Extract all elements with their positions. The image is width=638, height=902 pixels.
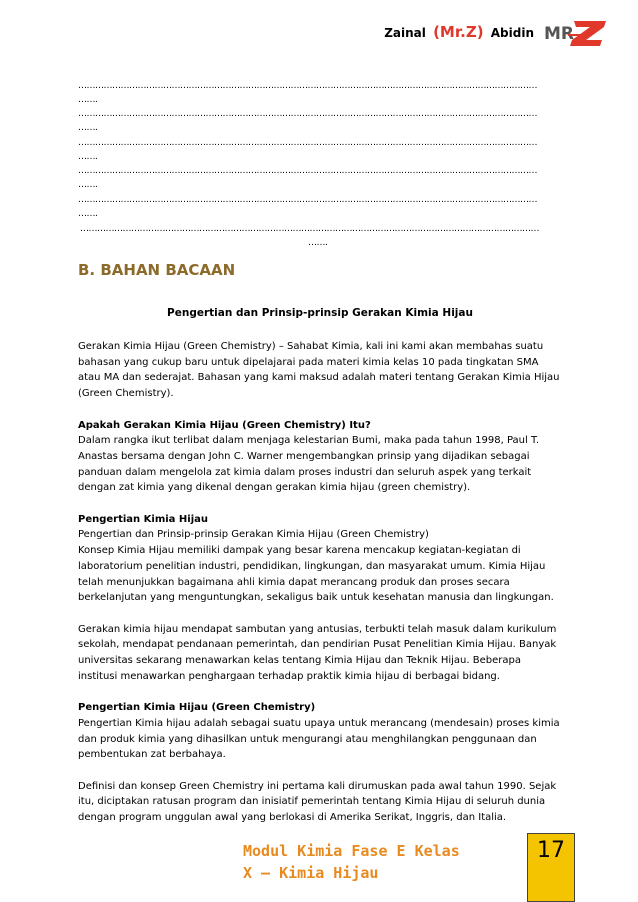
answer-line: ……………………………………………………………………………………………………………………………………………… [78,138,537,148]
paragraph: Dalam rangka ikut terlibat dalam menjaga kelestarian Bumi, maka pada tahun 1998, Paul T. Anastas bersama dengan John C. Warner mengembangkan prinsip yang dijadikan sebagai panduan dalam mengelola zat kimia dalam proses industri dan seluruh aspek yang terkait dengan zat kimia yang dikenal dengan gerakan kimia hijau (green chemistry). [78,435,540,494]
svg-text:MR: MR [544,24,575,44]
paragraph-block [78,700,562,763]
paragraph: Pengertian dan Prinsip-prinsip Gerakan Kimia Hijau (Green Chemistry) [78,529,429,541]
paragraph: Definisi dan konsep Green Chemistry ini pertama kali dirumuskan pada awal tahun 1990. Sejak itu, diciptakan ratusan program dan inisiatif pemerintah tentang Kimia Hijau di seluruh dunia dengan program unggulan awal yang berlokasi di Amerika Serikat, Inggris, dan Italia. [78,780,557,824]
answer-line: ……………………………………………………………………………………………………………………………………………… [78,109,537,119]
module-title [243,840,513,884]
paragraph-block [78,512,562,606]
module-title-line-2: X – Kimia Hijau [243,864,379,882]
answer-line-end: ……. [78,152,98,162]
author-first-name: Zainal [384,26,426,40]
page-number: 17 [537,838,565,863]
answer-line: ……………………………………………………………………………………………………………………………………………… [78,195,537,205]
subheading: Pengertian Kimia Hijau [78,513,209,525]
answer-line: ……………………………………………………………………………………………………………………………………………… [78,81,537,91]
answer-line: ……………………………………………………………………………………………………………………………………………… [80,224,539,234]
paragraph: Gerakan kimia hijau mendapat sambutan yang antusias, terbukti telah masuk dalam kurikulum sekolah, mendapat pendanaan pemerintah, dan pendirian Pusat Penelitian Kimia Hijau. Banyak universitas sekarang menawarkan kelas tentang Kimia Hijau dan Teknik Hijau. Beberapa institusi menawarkan penghargaan terhadap praktik kimia hijau di berbagai bidang. [78,623,557,682]
author-name [384,23,534,41]
answer-line-end: ……. [78,209,98,219]
author-nickname: (Mr.Z) [433,23,484,41]
answer-line-end: ……. [308,238,328,248]
paragraph: Pengertian Kimia hijau adalah sebagai suatu upaya untuk merancang (mendesain) proses kimia dan produk kimia yang dihasilkan untuk mengurangi atau menghilangkan penggunaan dan pembentukan zat berbahaya. [78,717,560,761]
subheading: Pengertian Kimia Hijau (Green Chemistry) [78,702,316,714]
paragraph: Konsep Kimia Hijau memiliki dampak yang besar karena mencakup kegiatan-kegiatan di laboratorium penelitian industri, pendidikan, lingkungan, dan masyarakat umum. Kimia Hijau telah menunjukkan bagaimana ahli kimia dapat merancang produk dan proses secara berkelanjutan yang menguntungkan, sekaligus baik untuk kesehatan manusia dan lingkungan. [78,545,554,604]
answer-line-end: ……. [78,123,98,133]
subheading: Apakah Gerakan Kimia Hijau (Green Chemistry) Itu? [78,419,371,431]
answer-line-end: ……. [78,95,98,105]
mrz-logo-icon [544,15,608,49]
page-number-box [527,833,575,902]
section-title: B. BAHAN BACAAN [78,261,236,279]
answer-line-end: ……. [78,180,98,190]
reading-title: Pengertian dan Prinsip-prinsip Gerakan Kimia Hijau [167,307,473,319]
author-last-name: Abidin [490,26,534,40]
paragraph: Gerakan Kimia Hijau (Green Chemistry) – Sahabat Kimia, kali ini kami akan membahas suatu bahasan yang cukup baru untuk dipelajarai pada materi kimia kelas 10 pada tingkatan SMA atau MA dan sederajat. Bahasan yang kami maksud adalah materi tentang Gerakan Kimia Hijau (Green Chemistry). [78,341,560,400]
reading-body [78,339,562,841]
page-header [384,14,608,50]
paragraph-block [78,418,562,497]
module-title-line-1: Modul Kimia Fase E Kelas [243,842,460,860]
answer-line: ……………………………………………………………………………………………………………………………………………… [78,166,537,176]
